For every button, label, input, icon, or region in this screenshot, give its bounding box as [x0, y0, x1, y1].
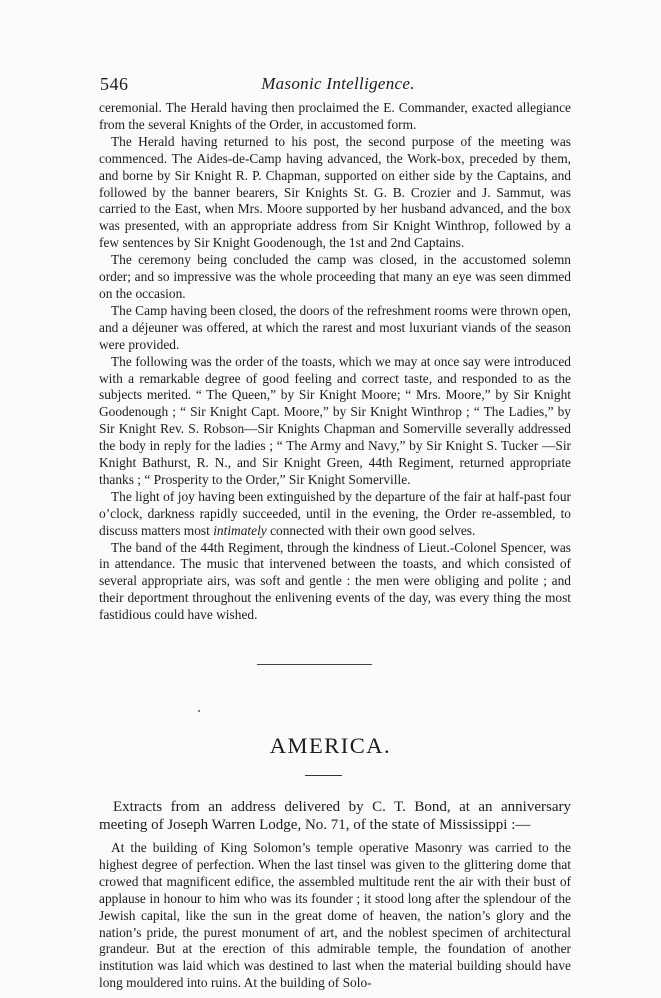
paragraph: The light of joy having been extinguished by the departure of the fair at half-past four o’clock, darkness rapidly succeeded, until in the evening, the Order re-assembled, to discuss matters most intimately connected with their own good selves. [99, 488, 571, 538]
paragraph: The Camp having been closed, the doors of the refreshment rooms were thrown open, and a déjeuner was offered, at which the rarest and most luxuriant viands of the season were provided. [99, 302, 571, 352]
paragraph: The following was the order of the toasts, which we may at once say were introduced with a remarkable degree of good feeling and correct taste, and responded to as the subjects merited. “ The Queen,” by Sir Knight Moore; “ Mrs. Moore,” by Sir Knight Goodenough ; “ Sir Knight Capt. Moore,” by Sir Knight Winthrop ; “ The Ladies,” by Sir Knight Rev. S. Robson—Sir Knights Chapman and Somerville severally addressed the body in reply for the ladies ; “ The Army and Navy,” by Sir Knight S. Tucker —Sir Knight Bathurst, R. N., and Sir Knight Green, 44th Regiment, returned appropriate thanks ; “ Prosperity to the Order,” Sir Knight Somerville. [99, 353, 571, 487]
title-rule [305, 775, 342, 776]
print-speck [198, 710, 200, 712]
page-header [100, 74, 576, 98]
running-head: Masonic Intelligence. [261, 74, 415, 93]
paragraph: At the building of King Solomon’s temple operative Masonry was carried to the highest degree of perfection. When the last tinsel was given to the glittering dome that crowed that magnificent edifice, the assembled multitude rent the air with their bust of applause in honour to him who was its founder ; it stood long after the splendour of the Jewish capital, like the sun in the great dome of heaven, the nation’s glory and the nation’s pride, the purest monument of art, and the noblest specimen of architectural grandeur. But at the erection of this admirable temple, the foundation of another institution was laid which was destined to last when the material building should have long mouldered into ruins. At the building of Solo- [99, 840, 571, 991]
paragraph: ceremonial. The Herald having then proclaimed the E. Commander, exacted allegiance from the several Knights of the Order, in accustomed form. [99, 100, 571, 132]
section-title: AMERICA. [269, 733, 392, 758]
paragraph: The band of the 44th Regiment, through the kindness of Lieut.-Colonel Spencer, was in attendance. The music that intervened between the toasts, and which consisted of several appropriate airs, was soft and gentle : the men were obliging and polite ; and their deportment throughout the enlivening events of the day, was every thing the most fastidious could have wished. [99, 539, 571, 623]
america-section [99, 798, 571, 992]
section-intro: Extracts from an address delivered by C. T. Bond, at an anniversary meeting of Joseph Warren Lodge, No. 71, of the state of Mississippi :— [99, 799, 571, 833]
paragraph: The Herald having returned to his post, the second purpose of the meeting was commenced. The Aides-de-Camp having advanced, the Work-box, preceded by them, and borne by Sir Knight R. P. Chapman, supported on either side by the Captains, and followed by the banner bearers, Sir Knights St. G. B. Crozier and J. Sammut, was carried to the East, when Mrs. Moore supported by her husband advanced, and the box was presented, with an appropriate address from Sir Knight Winthrop, followed by a few sentences by Sir Knight Goodenough, the 1st and 2nd Captains. [99, 133, 571, 251]
paragraph: The ceremony being concluded the camp was closed, in the accustomed solemn order; and so impressive was the whole proceeding that many an eye was seen dimmed on the occasion. [99, 252, 571, 301]
section-divider [257, 664, 372, 665]
article-body [99, 100, 571, 624]
emphasis: intimately [213, 522, 267, 538]
page-number: 546 [100, 74, 129, 94]
